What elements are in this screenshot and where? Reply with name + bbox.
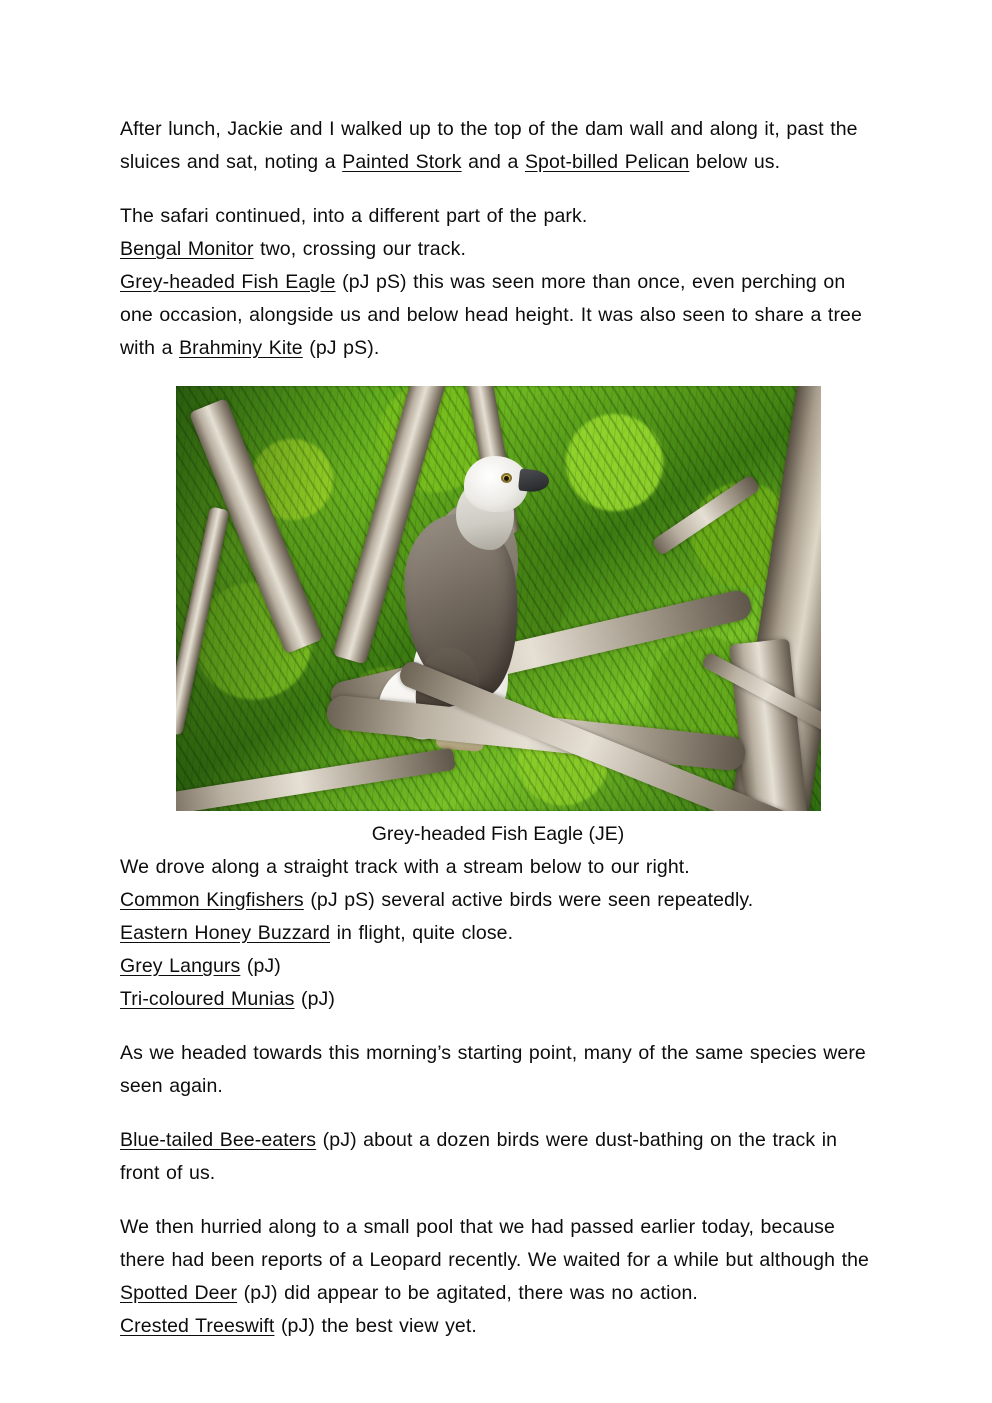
species-name: Grey-headed Fish Eagle: [120, 271, 336, 293]
species-name: Blue-tailed Bee-eaters: [120, 1129, 317, 1151]
eagle-beak: [517, 468, 549, 493]
paragraph-spacer: [120, 1103, 876, 1124]
figure-caption: Grey-headed Fish Eagle (JE): [371, 823, 625, 845]
fish-eagle-photo: [176, 386, 821, 811]
paragraph-spacer: [120, 1016, 876, 1037]
species-name: Tri-coloured Munias: [120, 988, 295, 1010]
text-run: (pJ) did appear to be agitated, there was no action.: [237, 1282, 698, 1304]
text-run: The safari continued, into a different part of the park.: [120, 205, 588, 227]
species-name: Grey Langurs: [120, 955, 241, 977]
paragraph-3: [120, 851, 876, 1016]
species-name: Spot-billed Pelican: [524, 151, 690, 173]
text-run: in flight, quite close.: [330, 922, 514, 944]
text-run: two, crossing our track.: [253, 238, 466, 260]
species-name: Crested Treeswift: [120, 1315, 275, 1337]
species-name: Spotted Deer: [120, 1282, 238, 1304]
text-run: (pJ pS) several active birds were seen repeatedly.: [303, 889, 754, 911]
text-run: After lunch, Jackie and I walked up to the top of the dam wall and along it, past the sluices and sat, noting a: [120, 118, 858, 173]
paragraph-2: [120, 200, 876, 365]
species-name: Eastern Honey Buzzard: [120, 922, 331, 944]
paragraph-6: [120, 1211, 876, 1343]
figure-block: [120, 386, 876, 851]
text-run: below us.: [689, 151, 781, 173]
text-run: (pJ pS).: [302, 337, 380, 359]
text-run: (pJ pS) this was seen more than once, even perching on one occasion, alongside us and below head height. It was also seen to share a tree with a: [120, 271, 862, 359]
text-run: We then hurried along to a small pool that we had passed earlier today, because there had been reports of a Leopard recently. We waited for a while but although the: [120, 1216, 869, 1271]
paragraph-5: [120, 1124, 876, 1190]
text-run: (pJ) about a dozen birds were dust-bathing on the track in front of us.: [120, 1129, 838, 1184]
species-name: Bengal Monitor: [120, 238, 254, 260]
species-name: Common Kingfishers: [120, 889, 304, 911]
paragraph-spacer: [120, 1190, 876, 1211]
text-run: and a: [461, 151, 525, 173]
eagle-pupil: [504, 476, 509, 481]
paragraph-4: [120, 1037, 876, 1103]
species-name: Brahminy Kite: [179, 337, 303, 359]
text-run: As we headed towards this morning’s starting point, many of the same species were seen again.: [120, 1042, 866, 1097]
document-body: [120, 113, 876, 1343]
text-run: (pJ): [294, 988, 335, 1010]
text-run: We drove along a straight track with a stream below to our right.: [120, 856, 690, 878]
text-run: (pJ) the best view yet.: [274, 1315, 477, 1337]
paragraph-1: [120, 113, 876, 179]
paragraph-spacer: [120, 179, 876, 200]
text-run: (pJ): [240, 955, 281, 977]
species-name: Painted Stork: [342, 151, 462, 173]
